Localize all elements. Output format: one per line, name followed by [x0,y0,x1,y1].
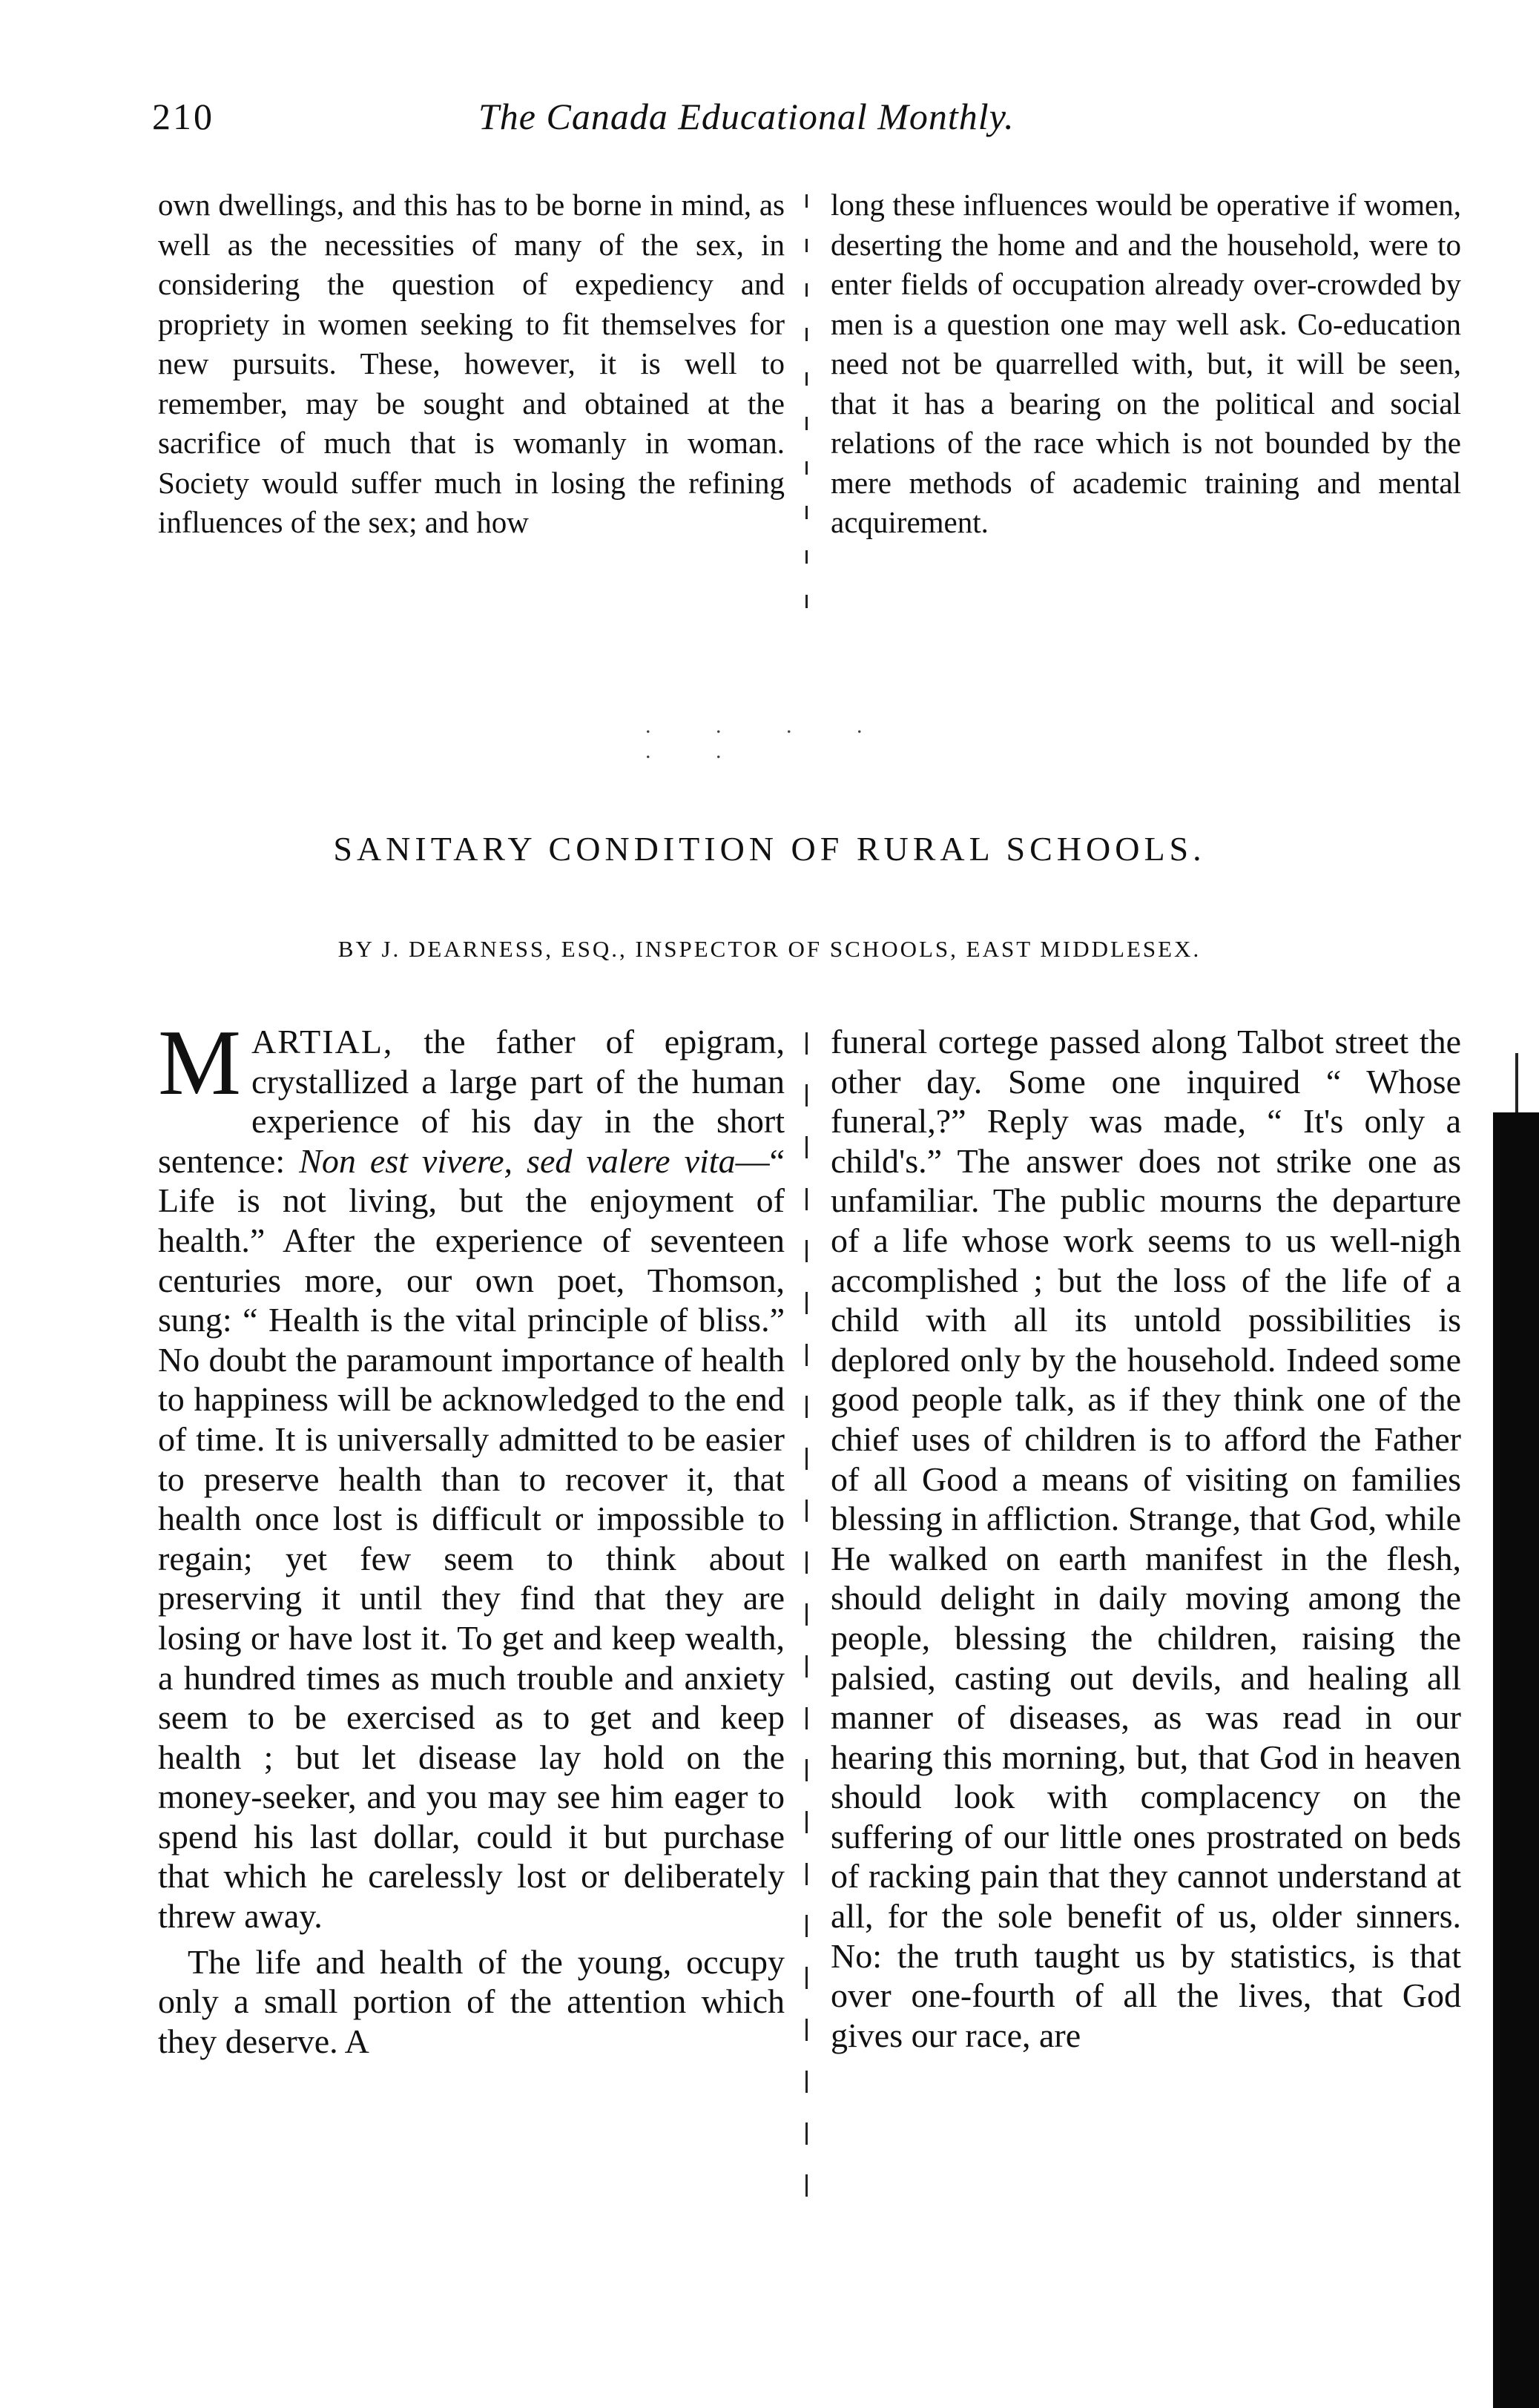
column-rule-top [805,194,808,610]
previous-article-right-text: long these influences would be operative if women, deserting the home and and the household, were to enter fields of occupation already over-crowded by men is a question one may well ask. Co-education need not be quarrelled with, but, it will be seen, that it has a bearing on the political and social relations of the race which is not bounded by the mere methods of academic training and mental acquirement. [831,188,1461,539]
article-byline: BY J. DEARNESS, ESQ., INSPECTOR OF SCHOOLS, EAST MIDDLESEX. [337,936,1202,962]
previous-article-left-text: own dwellings, and this has to be borne in mind, as well as the necessities of many of the sex, in considering the question of expediency and propriety in women seeking to fit themselves for new pursuits. These, however, it is well to remember, may be sought and obtained at the sacrifice of much that is womanly in woman. Society would suffer much in losing the refining influences of the sex; and how [158,188,785,539]
scan-edge-bar [1493,1112,1539,2408]
scan-edge-tick [1515,1053,1518,1120]
page-number: 210 [152,96,214,137]
article-left-column [158,1012,785,2061]
previous-article-right-column [831,185,1461,543]
drop-cap: M [158,1012,242,1115]
column-rule-bottom [805,1032,808,2226]
opening-word: ARTIAL, [251,1023,394,1060]
journal-title: The Canada Educational Monthly. [478,96,1015,137]
paragraph-1-rest: —“ Life is not living, but the enjoyment of health.” After the experience of seventeen centuries more, our own poet, Thomson, sung: “ Health is the vital principle of bliss.” No doubt the paramount importance of health to happiness will be acknowledged to the end of time. It is universally admitted to be easier to preserve health than to recover it, that health once lost is difficult or impossible to regain; yet few seem to think about preserving it until they find that they are losing or have lost it. To get and keep wealth, a hundred times as much trouble and anxiety seem to be exercised as to get and keep health ; but let disease lay hold on the money-seeker, and you may see him eager to spend his last dollar, could it but purchase that which he carelessly lost or deliberately threw away. [158,1141,785,1936]
section-separator: . . . . . . [645,713,892,763]
paragraph-1-text: the father of epigram, crystallized a large part of the human experience of his day in the short sentence: [158,1023,785,1180]
article-paragraph-2: The life and health of the young, occupy only a small portion of the attention which they deserve. A [158,1942,785,2060]
latin-quote: Non est vivere, sed valere vita [299,1141,736,1180]
previous-article-left-column [158,185,785,543]
article-title: SANITARY CONDITION OF RURAL SCHOOLS. [333,830,1206,868]
article-right-column [831,1022,1461,2055]
running-header [152,95,1220,154]
article-right-text: funeral cortege passed along Talbot street the other day. Some one inquired “ Whose funeral,?” Reply was made, “ It's only a child's.” The answer does not strike one as unfamiliar. The public mourns the departure of a life whose work seems to us well-nigh accomplished ; but the loss of the life of a child with all its untold possibilities is deplored only by the household. Indeed some good people talk, as if they think one of the chief uses of children is to afford the Father of all Good a means of visiting on families blessing in affliction. Strange, that God, while He walked on earth manifest in the flesh, should delight in daily moving among the people, blessing the children, raising the palsied, casting out devils, and healing all manner of diseases, as was read in our hearing this morning, but, that God in heaven should look with complacency on the suffering of our little ones prostrated on beds of racking pain that they cannot understand at all, for the sole benefit of us, older sinners. No: the truth taught us by statistics, is that over one-fourth of all the lives, that God gives our race, are [831,1023,1461,2054]
article-paragraph-1 [158,1012,785,1936]
